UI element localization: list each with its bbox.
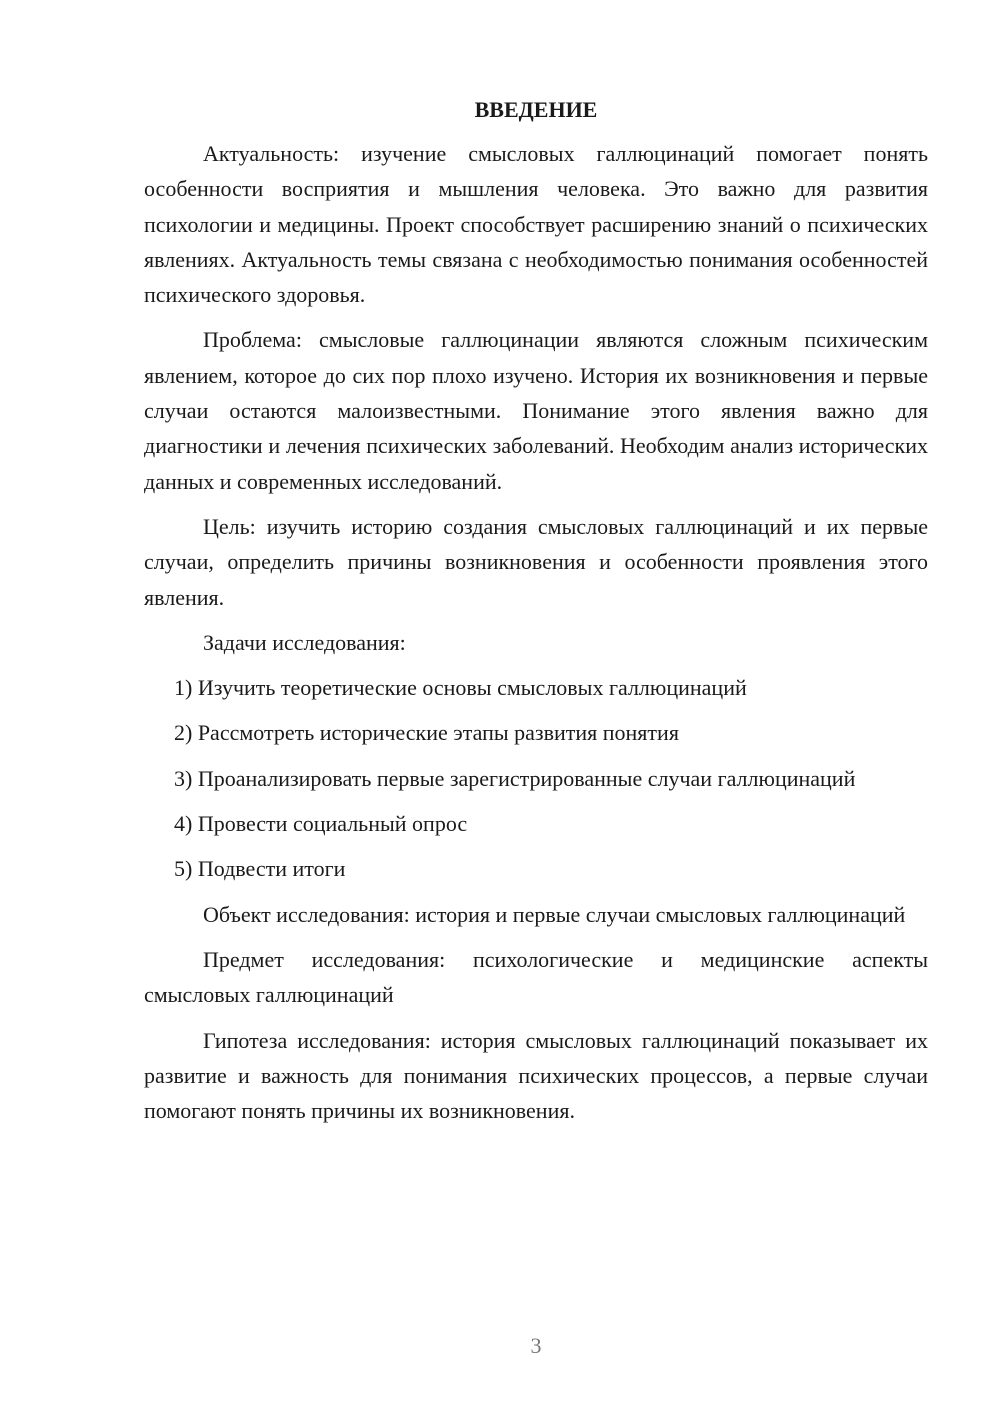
- page-number: 3: [530, 1333, 542, 1358]
- relevance-paragraph: Актуальность: изучение смысловых галлюцинаций помогает понять особенности восприятия и мышления человека. Это важно для развития психологии и медицины. Проект способствует расширению знаний о психических явлениях. Актуальность темы связана с необходимостью понимания особенностей психического здоровья.: [144, 141, 928, 308]
- subject-paragraph: Предмет исследования: психологические и медицинские аспекты смысловых галлюцинаций: [144, 946, 928, 1008]
- task-item: 3) Проанализировать первые зарегистрированные случаи галлюцинаций: [174, 765, 856, 791]
- task-item: 1) Изучить теоретические основы смысловых галлюцинаций: [174, 675, 747, 701]
- task-item: 5) Подвести итоги: [174, 856, 346, 882]
- tasks-heading: Задачи исследования:: [203, 629, 406, 655]
- section-title: ВВЕДЕНИЕ: [474, 97, 598, 122]
- task-item: 4) Провести социальный опрос: [174, 811, 468, 837]
- task-item: 2) Рассмотреть исторические этапы развития понятия: [174, 720, 679, 746]
- object-paragraph: Объект исследования: история и первые случаи смысловых галлюцинаций: [203, 901, 906, 927]
- hypothesis-paragraph: Гипотеза исследования: история смысловых галлюцинаций показывает их развитие и важность для понимания психических процессов, а первые случаи помогают понять причины их возникновения.: [144, 1027, 928, 1124]
- problem-paragraph: Проблема: смысловые галлюцинации являются сложным психическим явлением, которое до сих пор плохо изучено. История их возникновения и первые случаи остаются малоизвестными. Понимание этого явления важно для диагностики и лечения психических заболеваний. Необходим анализ исторических данных и современных исследований.: [144, 327, 928, 494]
- document-body: [144, 95, 928, 1138]
- goal-paragraph: Цель: изучить историю создания смысловых галлюцинаций и их первые случаи, определить причины возникновения и особенности проявления этого явления.: [144, 513, 928, 610]
